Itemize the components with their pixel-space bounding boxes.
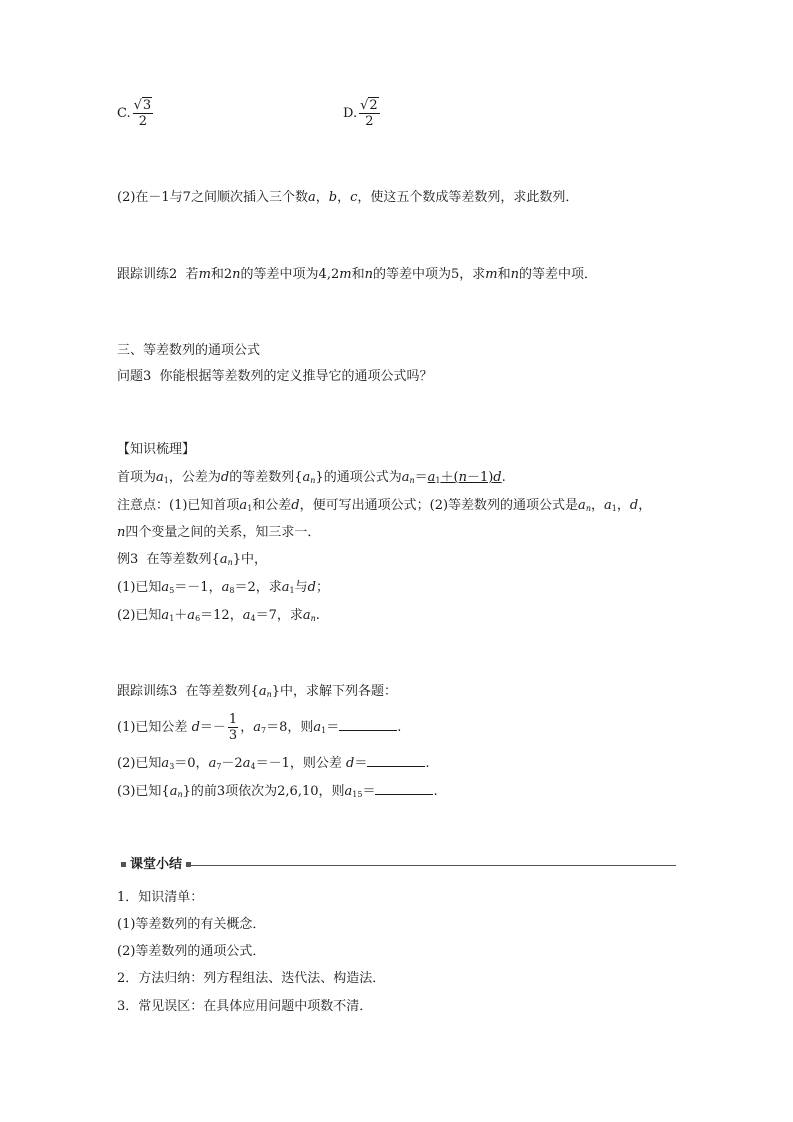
tracking-3-part-2: (2)已知$a_3=0$，$a_7-2a_4=-1$，则公差 d＝ . — [117, 752, 429, 774]
answer-blank-1[interactable] — [339, 716, 397, 731]
answer-blank-3[interactable] — [375, 780, 433, 795]
square-bullet-icon — [121, 862, 126, 867]
knowledge-formula: 首项为$a_1$，公差为d的等差数列$\{a_n\}$的通项公式为$a_n=a_1+(n-1)d$. — [117, 470, 506, 485]
section-heading: 三、等差数列的通项公式 — [117, 343, 261, 358]
answer-blank-2[interactable] — [367, 752, 425, 767]
summary-title: 课堂小结 — [130, 857, 183, 872]
question-3: 问题3 你能根据等差数列的定义推导它的通项公式吗？ — [117, 369, 433, 384]
knowledge-note-1: 注意点：(1)已知首项$a_1$和公差d，便可写出通项公式；(2)等差数列的通项公式是$a_n$，$a_1$，d， — [117, 498, 652, 513]
option-d: D. $\frac{√2}{2}$ — [343, 98, 378, 129]
question-2: (2)在－1与7之间顺次插入三个数a，b，c，使这五个数成等差数列，求此数列． — [117, 190, 579, 205]
option-c: C. $\frac{√3}{2}$ — [117, 98, 152, 129]
knowledge-note-2: n四个变量之间的关系，知三求一． — [117, 525, 321, 540]
summary-item: (1)等差数列的有关概念． — [117, 917, 266, 932]
fraction-c: $\frac{√3}{2}$ — [133, 98, 152, 129]
tracking-3-part-1: (1)已知公差 d＝－ $\frac{1}{3}$ ，$a_7=8$，则$a_1=$ . — [117, 712, 402, 743]
example-3: 例3 在等差数列$\{a_n\}$中， — [117, 552, 268, 567]
fraction-one-third: $\frac{1}{3}$ — [228, 712, 238, 743]
summary-divider — [188, 865, 676, 866]
example-3-part-1: (1)已知$a_5=-1$，$a_8=2$，求$a_1$与d； — [117, 580, 329, 595]
summary-header — [117, 855, 195, 875]
summary-item: 3．常见误区：在具体应用问题中项数不清． — [117, 999, 373, 1014]
fraction-d: $\frac{√2}{2}$ — [360, 98, 378, 129]
example-3-part-2: (2)已知$a_1+a_6=12$，$a_4=7$，求$a_n$. — [117, 608, 320, 623]
knowledge-title: 【知识梳理】 — [117, 442, 196, 457]
tracking-3-part-3: (3)已知$\{a_n\}$的前3项依次为2,6,10，则$a_{15}=$ . — [117, 780, 438, 802]
summary-item: 1．知识清单： — [117, 890, 204, 905]
summary-item: (2)等差数列的通项公式． — [117, 944, 266, 959]
tracking-exercise-2: 跟踪训练2 若m和2n的等差中项为4,2m和n的等差中项为5，求m和n的等差中项． — [117, 267, 597, 282]
tracking-exercise-3: 跟踪训练3 在等差数列$\{a_n\}$中，求解下列各题： — [117, 684, 398, 699]
summary-item: 2．方法归纳：列方程组法、迭代法、构造法． — [117, 971, 386, 986]
